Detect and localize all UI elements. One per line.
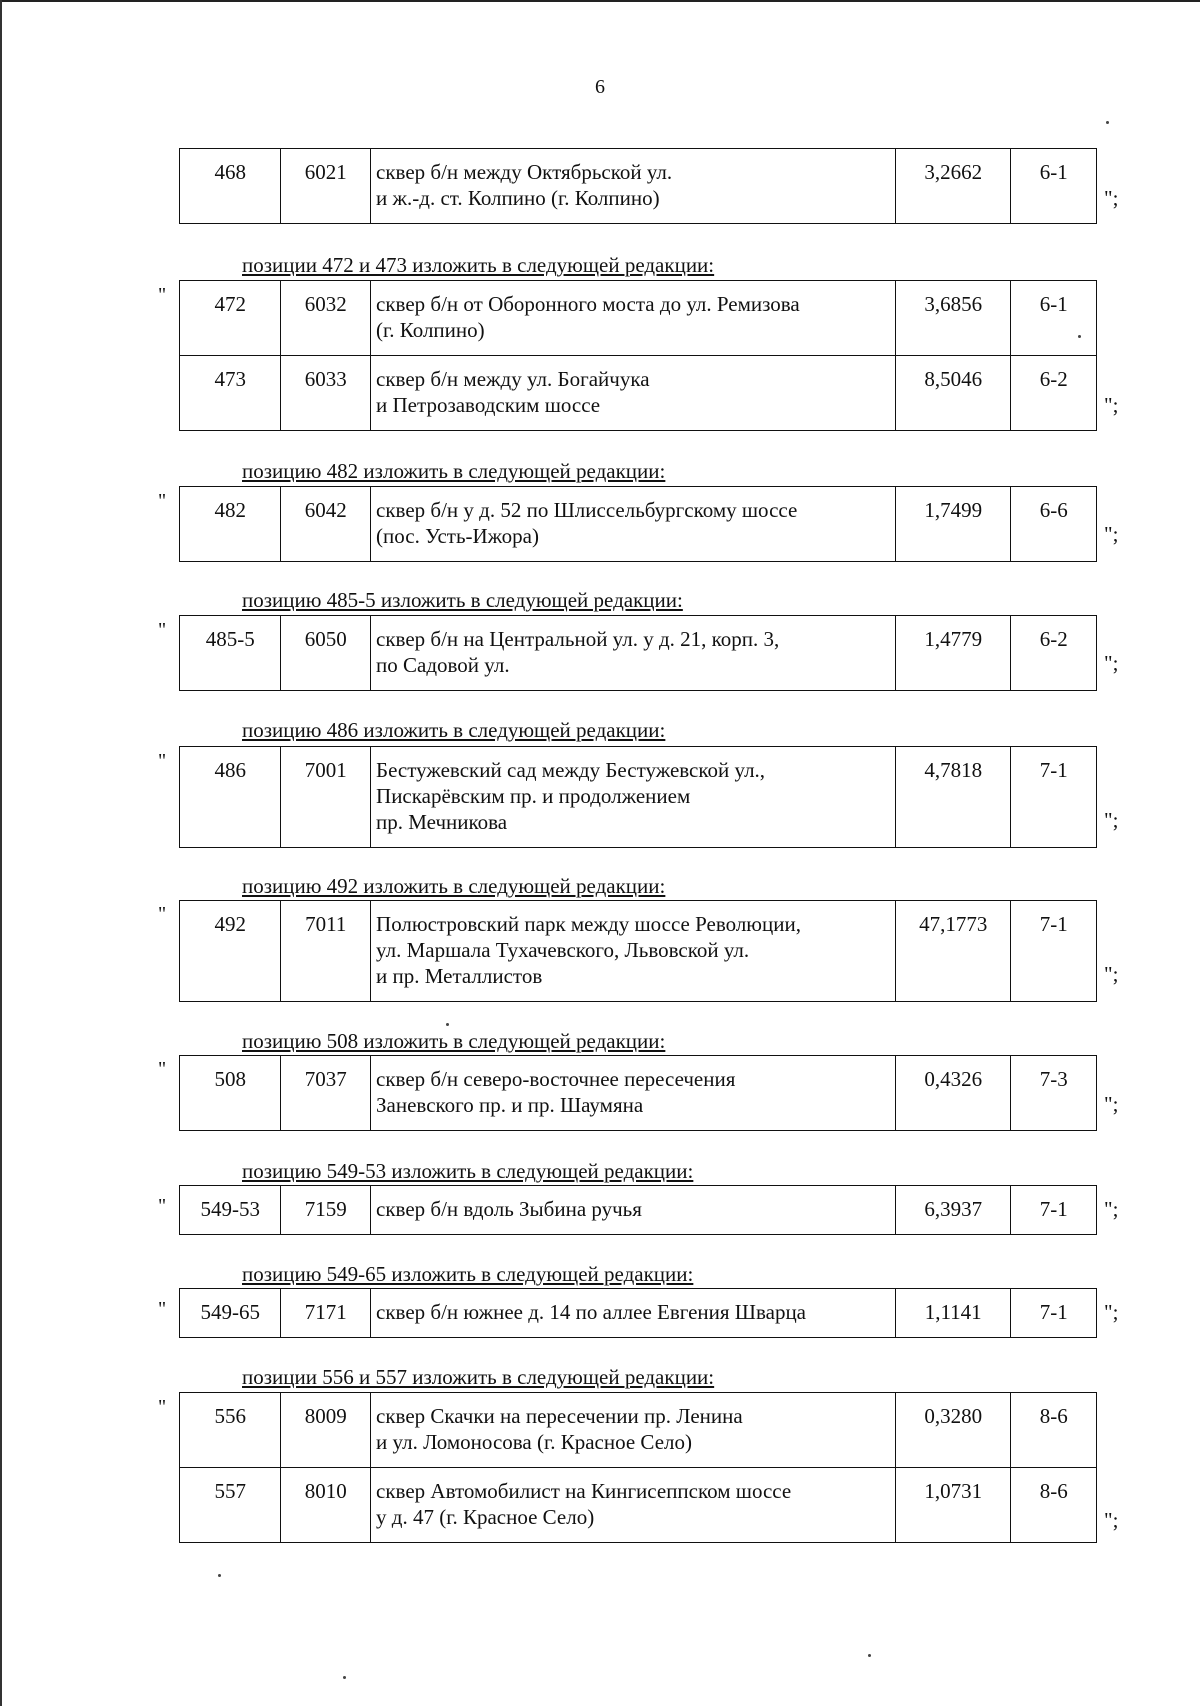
- name-line: сквер Скачки на пересечении пр. Ленина: [376, 1404, 743, 1428]
- cell-zone: 6-2: [1010, 616, 1096, 691]
- table-row: [180, 747, 1097, 848]
- cell-name: [371, 1289, 896, 1338]
- cell-code: 7037: [280, 1056, 370, 1131]
- table-position-508: [179, 1055, 1097, 1131]
- cell-name: [371, 1393, 896, 1468]
- table-row: [180, 487, 1097, 562]
- cell-zone: 7-1: [1010, 747, 1096, 848]
- table-row: [180, 1186, 1097, 1235]
- cell-position: 482: [180, 487, 281, 562]
- cell-position: 472: [180, 281, 281, 356]
- table-row: [180, 356, 1097, 431]
- closing-quote: ";: [1104, 962, 1119, 986]
- cell-name: [371, 747, 896, 848]
- cell-position: 468: [180, 149, 281, 224]
- cell-position: 492: [180, 901, 281, 1002]
- table-position-549-65: [179, 1288, 1097, 1338]
- opening-quote: ": [158, 1298, 167, 1320]
- cell-zone: 8-6: [1010, 1393, 1096, 1468]
- cell-name: [371, 149, 896, 224]
- table-position-482: [179, 486, 1097, 562]
- table-row: [180, 281, 1097, 356]
- cell-area: 8,5046: [895, 356, 1010, 431]
- cell-area: 0,4326: [895, 1056, 1010, 1131]
- closing-quote: ";: [1104, 186, 1119, 210]
- amendment-caption: позиции 472 и 473 изложить в следующей редакции:: [242, 253, 715, 277]
- cell-area: 0,3280: [895, 1393, 1010, 1468]
- name-line: сквер б/н северо-восточнее пересечения: [376, 1067, 736, 1091]
- table-row: [180, 1289, 1097, 1338]
- cell-code: 6042: [280, 487, 370, 562]
- table-row: [180, 901, 1097, 1002]
- cell-area: 1,0731: [895, 1468, 1010, 1543]
- cell-zone: 8-6: [1010, 1468, 1096, 1543]
- page-number: 6: [595, 76, 605, 98]
- name-line: Бестужевский сад между Бестужевской ул.,: [376, 758, 766, 782]
- name-line: сквер б/н между Октябрьской ул.: [376, 160, 673, 184]
- cell-name: [371, 356, 896, 431]
- cell-area: 1,1141: [895, 1289, 1010, 1338]
- opening-quote: ": [158, 1058, 167, 1080]
- amendment-caption: позицию 549-65 изложить в следующей редакции:: [242, 1262, 694, 1286]
- opening-quote: ": [158, 284, 167, 306]
- name-line: Пискарёвским пр. и продолжением: [376, 784, 691, 808]
- name-line: сквер б/н на Центральной ул. у д. 21, корп. 3,: [376, 627, 780, 651]
- name-line: сквер б/н между ул. Богайчука: [376, 367, 650, 391]
- name-line: у д. 47 (г. Красное Село): [376, 1505, 595, 1529]
- scan-speck: [1106, 121, 1109, 124]
- closing-quote: ";: [1104, 651, 1119, 675]
- table-position-492: [179, 900, 1097, 1002]
- name-line: Заневского пр. и пр. Шаумяна: [376, 1093, 644, 1117]
- cell-position: 549-65: [180, 1289, 281, 1338]
- name-line: Полюстровский парк между шоссе Революции,: [376, 912, 801, 936]
- closing-quote: ";: [1104, 1508, 1119, 1532]
- cell-zone: 6-1: [1010, 149, 1096, 224]
- cell-zone: 7-1: [1010, 1186, 1096, 1235]
- table-positions-468: [179, 148, 1097, 224]
- opening-quote: ": [158, 490, 167, 512]
- page-top-border: [0, 0, 1200, 2]
- cell-code: 6033: [280, 356, 370, 431]
- cell-zone: 6-2: [1010, 356, 1096, 431]
- table-row: [180, 149, 1097, 224]
- name-line: (пос. Усть-Ижора): [376, 524, 539, 548]
- amendment-caption: позицию 508 изложить в следующей редакции:: [242, 1029, 666, 1053]
- amendment-caption: позицию 486 изложить в следующей редакции:: [242, 718, 666, 742]
- opening-quote: ": [158, 1195, 167, 1217]
- cell-zone: 6-6: [1010, 487, 1096, 562]
- scan-speck: [218, 1574, 221, 1577]
- amendment-caption: позицию 485-5 изложить в следующей редакции:: [242, 588, 683, 612]
- table-position-485-5: [179, 615, 1097, 691]
- cell-position: 508: [180, 1056, 281, 1131]
- cell-position: 486: [180, 747, 281, 848]
- name-line: ул. Маршала Тухачевского, Львовской ул.: [376, 938, 750, 962]
- scan-speck: [868, 1654, 871, 1657]
- name-line: сквер Автомобилист на Кингисеппском шоссе: [376, 1479, 792, 1503]
- cell-name: [371, 1468, 896, 1543]
- cell-name: [371, 616, 896, 691]
- cell-area: 6,3937: [895, 1186, 1010, 1235]
- cell-zone: 7-1: [1010, 1289, 1096, 1338]
- cell-name: [371, 487, 896, 562]
- amendment-caption: позицию 482 изложить в следующей редакции:: [242, 459, 666, 483]
- name-line: по Садовой ул.: [376, 653, 510, 677]
- cell-code: 8009: [280, 1393, 370, 1468]
- cell-code: 6032: [280, 281, 370, 356]
- cell-zone: 7-3: [1010, 1056, 1096, 1131]
- scan-speck: [343, 1676, 346, 1679]
- closing-quote: ";: [1104, 393, 1119, 417]
- cell-code: 7011: [280, 901, 370, 1002]
- name-line: и Петрозаводским шоссе: [376, 393, 601, 417]
- opening-quote: ": [158, 619, 167, 641]
- closing-quote: ";: [1104, 1300, 1119, 1324]
- cell-code: 6050: [280, 616, 370, 691]
- table-positions-472-473: [179, 280, 1097, 431]
- closing-quote: ";: [1104, 1197, 1119, 1221]
- table-position-486: [179, 746, 1097, 848]
- cell-name: [371, 901, 896, 1002]
- cell-code: 6021: [280, 149, 370, 224]
- opening-quote: ": [158, 903, 167, 925]
- name-line: сквер б/н у д. 52 по Шлиссельбургскому шоссе: [376, 498, 798, 522]
- cell-area: 4,7818: [895, 747, 1010, 848]
- cell-area: 3,2662: [895, 149, 1010, 224]
- scan-speck: [446, 1023, 449, 1026]
- table-position-549-53: [179, 1185, 1097, 1235]
- cell-name: [371, 1056, 896, 1131]
- cell-position: 549-53: [180, 1186, 281, 1235]
- cell-name: [371, 281, 896, 356]
- cell-area: 1,7499: [895, 487, 1010, 562]
- name-line: пр. Мечникова: [376, 810, 508, 834]
- name-line: (г. Колпино): [376, 318, 485, 342]
- cell-zone: 7-1: [1010, 901, 1096, 1002]
- amendment-caption: позицию 492 изложить в следующей редакции:: [242, 874, 666, 898]
- table-positions-556-557: [179, 1392, 1097, 1543]
- opening-quote: ": [158, 750, 167, 772]
- cell-code: 8010: [280, 1468, 370, 1543]
- cell-name: [371, 1186, 896, 1235]
- cell-code: 7171: [280, 1289, 370, 1338]
- cell-position: 473: [180, 356, 281, 431]
- name-line: и пр. Металлистов: [376, 964, 543, 988]
- cell-code: 7001: [280, 747, 370, 848]
- cell-zone: 6-1: [1010, 281, 1096, 356]
- cell-area: 3,6856: [895, 281, 1010, 356]
- table-row: [180, 1468, 1097, 1543]
- name-line: и ж.-д. ст. Колпино (г. Колпино): [376, 186, 660, 210]
- name-line: и ул. Ломоносова (г. Красное Село): [376, 1430, 692, 1454]
- name-line: сквер б/н вдоль Зыбина ручья: [376, 1197, 642, 1221]
- cell-position: 485-5: [180, 616, 281, 691]
- closing-quote: ";: [1104, 808, 1119, 832]
- closing-quote: ";: [1104, 1092, 1119, 1116]
- table-row: [180, 616, 1097, 691]
- closing-quote: ";: [1104, 522, 1119, 546]
- name-line: сквер б/н от Оборонного моста до ул. Ремизова: [376, 292, 800, 316]
- page-left-border: [0, 0, 2, 1706]
- cell-code: 7159: [280, 1186, 370, 1235]
- table-row: [180, 1056, 1097, 1131]
- amendment-caption: позицию 549-53 изложить в следующей редакции:: [242, 1159, 694, 1183]
- amendment-caption: позиции 556 и 557 изложить в следующей редакции:: [242, 1365, 715, 1389]
- cell-position: 557: [180, 1468, 281, 1543]
- cell-area: 47,1773: [895, 901, 1010, 1002]
- opening-quote: ": [158, 1396, 167, 1418]
- cell-position: 556: [180, 1393, 281, 1468]
- cell-area: 1,4779: [895, 616, 1010, 691]
- name-line: сквер б/н южнее д. 14 по аллее Евгения Шварца: [376, 1300, 806, 1324]
- scan-speck: [1078, 335, 1081, 338]
- table-row: [180, 1393, 1097, 1468]
